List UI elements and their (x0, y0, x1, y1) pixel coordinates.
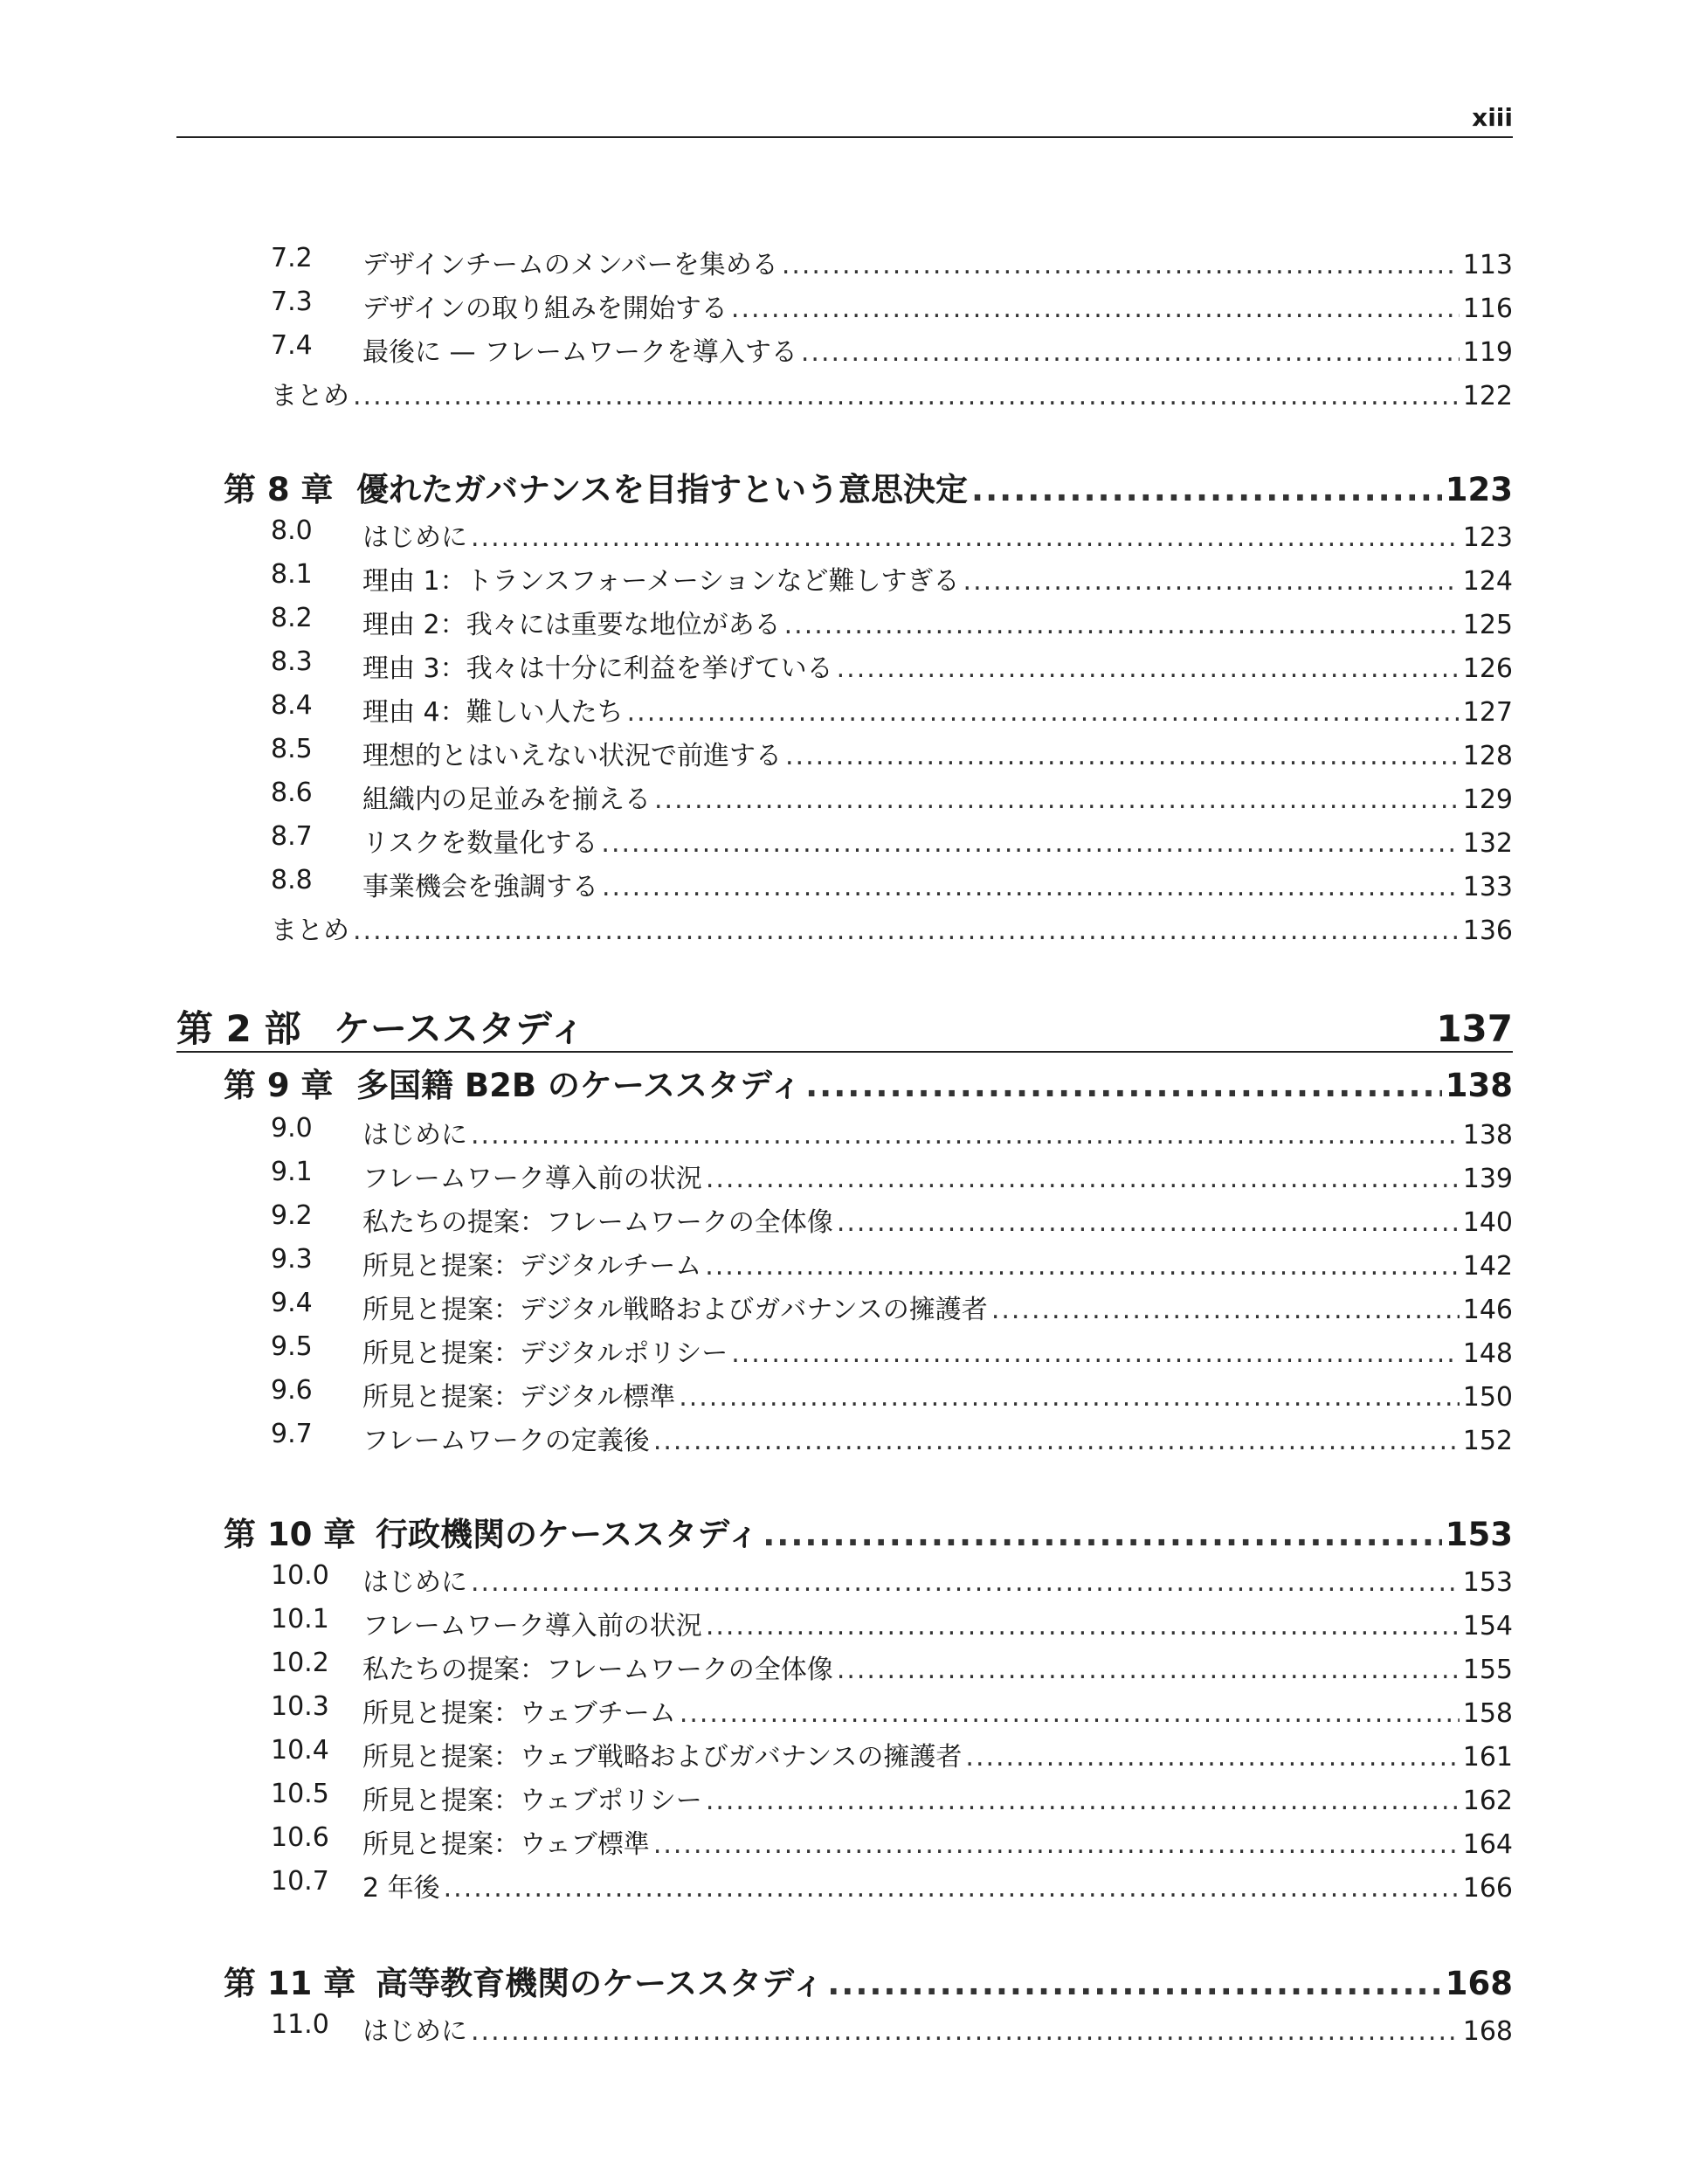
entry-title: 組織内の足並みを揃える (362, 784, 651, 815)
chapter-title: 優れたガバナンスを目指すという意思決定 (356, 471, 969, 508)
leader-dots (763, 1516, 1442, 1553)
entry-title: 理由 4：難しい人たち (362, 697, 624, 728)
toc-entry-9-4[interactable] (0, 1288, 1691, 1331)
leader-dots (837, 1207, 1460, 1238)
leader-dots (731, 294, 1460, 324)
leader-dots (653, 1426, 1460, 1456)
entry-number: 10.6 (271, 1822, 329, 1853)
entry-page: 140 (1462, 1207, 1513, 1238)
entry-title: 所見と提案：ウェブチーム (362, 1698, 676, 1729)
entry-title: 所見と提案：ウェブ標準 (362, 1829, 650, 1860)
toc-entry-10-3[interactable] (0, 1691, 1691, 1735)
entry-number: 9.3 (271, 1244, 313, 1275)
leader-dots (705, 1251, 1460, 1282)
entry-title: 最後に — フレームワークを導入する (362, 337, 797, 368)
entry-number: 10.0 (271, 1560, 329, 1591)
entry-title: 事業機会を強調する (362, 872, 598, 902)
entry-number: 9.1 (271, 1157, 313, 1187)
entry-number: 9.0 (271, 1113, 313, 1144)
leader-dots (785, 741, 1460, 771)
leader-dots (471, 1120, 1460, 1151)
leader-dots (679, 1382, 1460, 1413)
entry-page: 168 (1462, 2016, 1513, 2047)
toc-part-2[interactable] (176, 1000, 1513, 1049)
entry-page: 155 (1462, 1655, 1513, 1685)
leader-dots (627, 697, 1460, 728)
entry-page: 119 (1462, 337, 1513, 368)
toc-entry-9-6[interactable] (0, 1375, 1691, 1419)
entry-number: 8.0 (271, 515, 313, 546)
leader-dots (602, 872, 1460, 902)
entry-page: 126 (1462, 653, 1513, 684)
entry-title: 理由 1：トランスフォーメーションなど難しすぎる (362, 566, 960, 597)
leader-dots (805, 1067, 1442, 1104)
entry-page: 138 (1462, 1120, 1513, 1151)
entry-page: 124 (1462, 566, 1513, 597)
chapter-page: 168 (1445, 1965, 1513, 2002)
toc-entry-8-7[interactable] (0, 821, 1691, 865)
toc-chapter-9[interactable] (0, 1059, 1691, 1111)
entry-title: 理想的とはいえない状況で前進する (362, 741, 782, 771)
toc-entry-10-7[interactable] (0, 1866, 1691, 1910)
toc-entry-10-6[interactable] (0, 1822, 1691, 1866)
entry-page: 158 (1462, 1698, 1513, 1729)
entry-number: 10.7 (271, 1866, 329, 1897)
entry-page: 164 (1462, 1829, 1513, 1860)
leader-dots (827, 1965, 1442, 2002)
entry-page: 139 (1462, 1164, 1513, 1194)
entry-number: 7.3 (271, 287, 313, 317)
entry-title: 2 年後 (362, 1873, 440, 1904)
entry-number: 8.3 (271, 646, 313, 677)
chapter-title: 行政機関のケーススタディ (376, 1516, 760, 1553)
entry-title: 所見と提案：ウェブポリシー (362, 1786, 702, 1816)
entry-number: 7.2 (271, 243, 313, 273)
entry-title: デザインチームのメンバーを集める (362, 250, 778, 280)
part-rule (176, 1051, 1513, 1053)
chapter-number: 第 11 章 (224, 1965, 356, 2002)
toc-entry-8-2[interactable] (0, 603, 1691, 646)
entry-number: 10.4 (271, 1735, 329, 1766)
leader-dots (471, 1567, 1460, 1598)
leader-dots (801, 337, 1460, 368)
entry-page: 136 (1462, 916, 1513, 946)
entry-number: 8.4 (271, 690, 313, 721)
leader-dots (471, 522, 1460, 553)
entry-page: 146 (1462, 1295, 1513, 1325)
entry-number: 11.0 (271, 2009, 329, 2040)
entry-page: 113 (1462, 250, 1513, 280)
leader-dots (731, 1338, 1460, 1369)
leader-dots (965, 1742, 1459, 1773)
entry-number: 9.4 (271, 1288, 313, 1318)
entry-number: 10.1 (271, 1604, 329, 1635)
toc-entry-9-7[interactable] (0, 1419, 1691, 1462)
chapter-number: 第 9 章 (224, 1067, 334, 1104)
leader-dots (782, 250, 1460, 280)
toc-entry-8-1[interactable] (0, 559, 1691, 603)
toc-entry-7-4[interactable] (0, 330, 1691, 374)
toc-entry-9-2[interactable] (0, 1200, 1691, 1244)
chapter-title: 高等教育機関のケーススタディ (376, 1965, 825, 2002)
entry-title: フレームワークの定義後 (362, 1426, 650, 1456)
toc-entry-8-6[interactable] (0, 778, 1691, 821)
leader-dots (837, 653, 1460, 684)
entry-page: 154 (1462, 1611, 1513, 1641)
header-rule (176, 136, 1513, 138)
entry-title: はじめに (362, 1120, 467, 1151)
entry-title: フレームワーク導入前の状況 (362, 1611, 702, 1641)
part-page: 137 (1436, 1007, 1513, 1050)
toc-entry-7-2[interactable] (0, 243, 1691, 287)
entry-title: デザインの取り組みを開始する (362, 294, 728, 324)
entry-number: 8.7 (271, 821, 313, 852)
entry-page: 128 (1462, 741, 1513, 771)
part-number: 第 2 部 (176, 1007, 301, 1050)
chapter-page: 138 (1445, 1067, 1513, 1104)
toc-chapter-11[interactable] (0, 1957, 1691, 2009)
entry-title: 私たちの提案：フレームワークの全体像 (362, 1207, 833, 1238)
entry-title: 所見と提案：ウェブ戦略およびガバナンスの擁護者 (362, 1742, 963, 1773)
leader-dots (784, 610, 1460, 640)
entry-page: 150 (1462, 1382, 1513, 1413)
entry-page: 132 (1462, 828, 1513, 859)
chapter-number: 第 10 章 (224, 1516, 356, 1553)
entry-number: 8.1 (271, 559, 313, 590)
entry-title: フレームワーク導入前の状況 (362, 1164, 702, 1194)
entry-title: まとめ (271, 916, 349, 946)
entry-page: 127 (1462, 697, 1513, 728)
chapter-number: 第 8 章 (224, 471, 334, 508)
toc-entry-10-1[interactable] (0, 1604, 1691, 1648)
entry-title: 所見と提案：デジタルチーム (362, 1251, 702, 1282)
toc-entry-9-1[interactable] (0, 1157, 1691, 1200)
toc-entry-8-summary[interactable] (0, 909, 1691, 952)
chapter-page: 123 (1445, 471, 1513, 508)
entry-page: 122 (1462, 381, 1513, 411)
entry-number: 10.2 (271, 1648, 329, 1678)
entry-title: まとめ (271, 381, 349, 411)
leader-dots (991, 1295, 1460, 1325)
entry-number: 8.5 (271, 734, 313, 764)
entry-title: 所見と提案：デジタルポリシー (362, 1338, 728, 1369)
leader-dots (353, 916, 1460, 946)
toc-entry-9-3[interactable] (0, 1244, 1691, 1288)
toc-entry-9-5[interactable] (0, 1331, 1691, 1375)
entry-title: 所見と提案：デジタル戦略およびガバナンスの擁護者 (362, 1295, 988, 1325)
leader-dots (444, 1873, 1460, 1904)
leader-dots (471, 2016, 1460, 2047)
entry-number: 9.7 (271, 1419, 313, 1449)
entry-title: 私たちの提案：フレームワークの全体像 (362, 1655, 833, 1685)
toc-entry-8-0[interactable] (0, 515, 1691, 559)
entry-title: 理由 3：我々は十分に利益を挙げている (362, 653, 833, 684)
entry-page: 148 (1462, 1338, 1513, 1369)
toc-entry-10-4[interactable] (0, 1735, 1691, 1779)
entry-title: はじめに (362, 2016, 467, 2047)
toc-entry-8-4[interactable] (0, 690, 1691, 734)
leader-dots (837, 1655, 1460, 1685)
leader-dots (706, 1164, 1460, 1194)
entry-page: 116 (1462, 294, 1513, 324)
entry-number: 10.3 (271, 1691, 329, 1722)
entry-number: 8.2 (271, 603, 313, 633)
entry-page: 162 (1462, 1786, 1513, 1816)
leader-dots (971, 471, 1442, 508)
part-title: ケーススタディ (334, 1007, 586, 1050)
entry-page: 133 (1462, 872, 1513, 902)
leader-dots (353, 381, 1460, 411)
toc-entry-11-0[interactable] (0, 2009, 1691, 2053)
entry-page: 123 (1462, 522, 1513, 553)
entry-title: はじめに (362, 1567, 467, 1598)
entry-number: 10.5 (271, 1779, 329, 1809)
page-number: xiii (1472, 103, 1513, 132)
entry-page: 166 (1462, 1873, 1513, 1904)
leader-dots (601, 828, 1459, 859)
entry-page: 161 (1462, 1742, 1513, 1773)
entry-page: 129 (1462, 784, 1513, 815)
leader-dots (706, 1786, 1460, 1816)
leader-dots (963, 566, 1460, 597)
entry-title: はじめに (362, 522, 467, 553)
entry-number: 9.2 (271, 1200, 313, 1231)
toc-chapter-10[interactable] (0, 1508, 1691, 1560)
leader-dots (680, 1698, 1460, 1729)
entry-page: 153 (1462, 1567, 1513, 1598)
toc-entry-8-3[interactable] (0, 646, 1691, 690)
toc-chapter-8[interactable] (0, 463, 1691, 515)
entry-title: リスクを数量化する (362, 828, 598, 859)
entry-number: 8.6 (271, 778, 313, 808)
toc-entry-8-5[interactable] (0, 734, 1691, 778)
entry-number: 8.8 (271, 865, 313, 895)
entry-title: 理由 2：我々には重要な地位がある (362, 610, 781, 640)
leader-dots (653, 1829, 1460, 1860)
toc-entry-10-5[interactable] (0, 1779, 1691, 1822)
toc-entry-10-0[interactable] (0, 1560, 1691, 1604)
entry-page: 152 (1462, 1426, 1513, 1456)
toc-entry-8-8[interactable] (0, 865, 1691, 909)
toc-entry-10-2[interactable] (0, 1648, 1691, 1691)
entry-page: 142 (1462, 1251, 1513, 1282)
entry-number: 9.5 (271, 1331, 313, 1362)
toc-entry-9-0[interactable] (0, 1113, 1691, 1157)
chapter-page: 153 (1445, 1516, 1513, 1553)
entry-title: 所見と提案：デジタル標準 (362, 1382, 676, 1413)
leader-dots (654, 784, 1460, 815)
entry-page: 125 (1462, 610, 1513, 640)
chapter-title: 多国籍 B2B のケーススタディ (356, 1067, 803, 1104)
entry-number: 7.4 (271, 330, 313, 361)
toc-entry-7-3[interactable] (0, 287, 1691, 330)
leader-dots (706, 1611, 1460, 1641)
toc-entry-7-summary[interactable] (0, 374, 1691, 418)
entry-number: 9.6 (271, 1375, 313, 1406)
